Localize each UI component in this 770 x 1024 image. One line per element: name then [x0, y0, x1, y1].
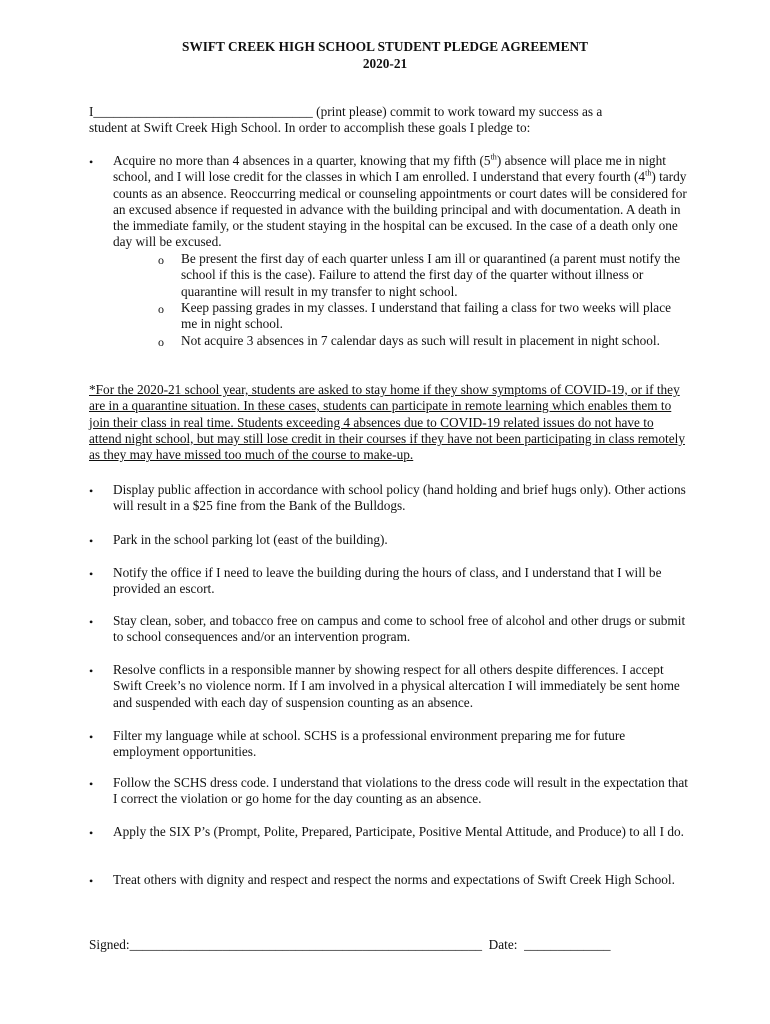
school-year: 2020-21 [362, 56, 408, 71]
bullet-icon: • [89, 155, 94, 169]
sub-item-calendar-days: Not acquire 3 absences in 7 calendar days as such will result in placement in night school. [181, 333, 660, 348]
signature-date-line: Signed:_____________________________________________________ Date: _____________ [89, 937, 611, 952]
covid-note: *For the 2020-21 school year, students are asked to stay home if they show symptoms of COVID-19, or if they are in a quarantine situation. In these cases, students can participate in remote learning which enables them to join their class in real time. Students exceeding 4 absences due to COVID-19 related issues do not have to attend night school, but may still lose credit in their courses if they have not been participating in class remotely as they may have missed too much of the course to make-up. [89, 382, 685, 463]
bullet-icon: • [89, 826, 94, 840]
pledge-parking: Park in the school parking lot (east of the building). [113, 532, 388, 547]
pledge-sober: Stay clean, sober, and tobacco free on campus and come to school free of alcohol and other drugs or submit to school consequences and/or an intervention program. [113, 613, 686, 645]
sub-item-first-day: Be present the first day of each quarter unless I am ill or quarantined (a parent must notify the school if this is the case). Failure to attend the first day of the quarter without illness or quarantine will result in my transfer to night school. [181, 251, 681, 299]
sub-bullet-icon: o [158, 335, 164, 349]
intro-line-2: student at Swift Creek High School. In order to accomplish these goals I pledge to: [89, 120, 531, 136]
sub-bullet-icon: o [158, 302, 164, 316]
absence-text-2: ) absence will place me in night school, and I will lose credit for the classes in which I am enrolled. I understand that every fourth (4 [113, 153, 666, 185]
pledge-six-ps: Apply the SIX P’s (Prompt, Polite, Prepared, Participate, Positive Mental Attitude, and Produce) to all I do. [113, 824, 684, 839]
sub-item-passing-grades: Keep passing grades in my classes. I understand that failing a class for two weeks will place me in night school. [181, 300, 671, 332]
absence-sup-2: th [645, 168, 652, 178]
pledge-language: Filter my language while at school. SCHS is a professional environment preparing me for future employment opportunities. [113, 728, 626, 760]
bullet-icon: • [89, 615, 94, 629]
bullet-icon: • [89, 874, 94, 888]
absence-text-1: Acquire no more than 4 absences in a quarter, knowing that my fifth (5 [113, 153, 491, 168]
bullet-icon: • [89, 664, 94, 678]
document-title: SWIFT CREEK HIGH SCHOOL STUDENT PLEDGE AGREEMENT [182, 39, 588, 54]
pledge-absences [113, 153, 693, 251]
sub-bullet-icon: o [158, 253, 164, 267]
bullet-icon: • [89, 730, 94, 744]
pledge-conflicts: Resolve conflicts in a responsible manner by showing respect for all others despite differences. I accept Swift Creek’s no violence norm. If I am involved in a physical altercation I will immediately be sent home and suspended with each day of suspension counting as an absence. [113, 662, 680, 710]
pledge-leave-building: Notify the office if I need to leave the building during the hours of class, and I understand that I will be provided an escort. [113, 565, 662, 597]
bullet-icon: • [89, 484, 94, 498]
absence-text-3: ) tardy counts as an absence. Reoccurring medical or counseling appointments or court dates will be considered for an excused absence if requested in advance with the building principal and with documentation. A death in the immediate family, or the student staying in the hospital can be excused. In the case of a death only one day will be excused. [113, 169, 687, 250]
absence-sup-1: th [490, 152, 497, 162]
bullet-icon: • [89, 534, 94, 548]
pledge-affection: Display public affection in accordance with school policy (hand holding and brief hugs only). Other actions will result in a $25 fine from the Bank of the Bulldogs. [113, 482, 686, 514]
intro-paragraph [89, 104, 689, 137]
intro-line-1: I_________________________________ (print please) commit to work toward my success as a [89, 104, 603, 119]
bullet-icon: • [89, 777, 94, 791]
pledge-dignity: Treat others with dignity and respect and respect the norms and expectations of Swift Creek High School. [113, 872, 675, 887]
pledge-dress-code: Follow the SCHS dress code. I understand that violations to the dress code will result in the expectation that I correct the violation or go home for the day counting as an absence. [113, 775, 688, 807]
bullet-icon: • [89, 567, 94, 581]
